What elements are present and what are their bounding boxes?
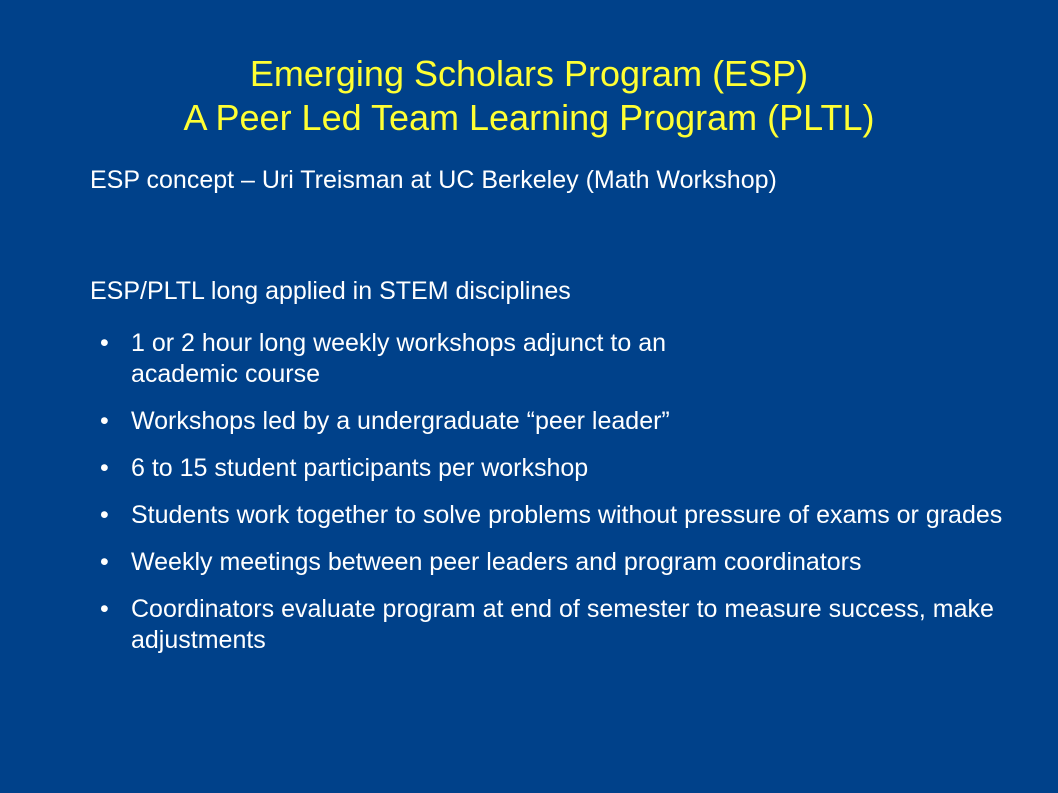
bullet-item-evaluation: • Coordinators evaluate program at end of semester to measure success, make adjustments <box>100 594 1020 656</box>
bullet-item-weekly-meetings: • Weekly meetings between peer leaders and program coordinators <box>100 547 1020 578</box>
intro-line-stem: ESP/PLTL long applied in STEM disciplines <box>90 277 571 305</box>
slide-title <box>0 52 1058 140</box>
bullet-list <box>100 328 1020 672</box>
title-line-1: Emerging Scholars Program (ESP) <box>249 53 809 94</box>
bullet-item-teamwork: • Students work together to solve problems without pressure of exams or grades <box>100 500 1020 531</box>
intro-line-esp-concept: ESP concept – Uri Treisman at UC Berkeley (Math Workshop) <box>90 166 777 194</box>
bullet-item-workshops-length: • 1 or 2 hour long weekly workshops adjunct to an academic course <box>100 328 1020 390</box>
bullet-item-participants: • 6 to 15 student participants per workshop <box>100 453 1020 484</box>
title-line-2: A Peer Led Team Learning Program (PLTL) <box>183 97 875 138</box>
bullet-item-peer-leader: • Workshops led by a undergraduate “peer leader” <box>100 406 1020 437</box>
